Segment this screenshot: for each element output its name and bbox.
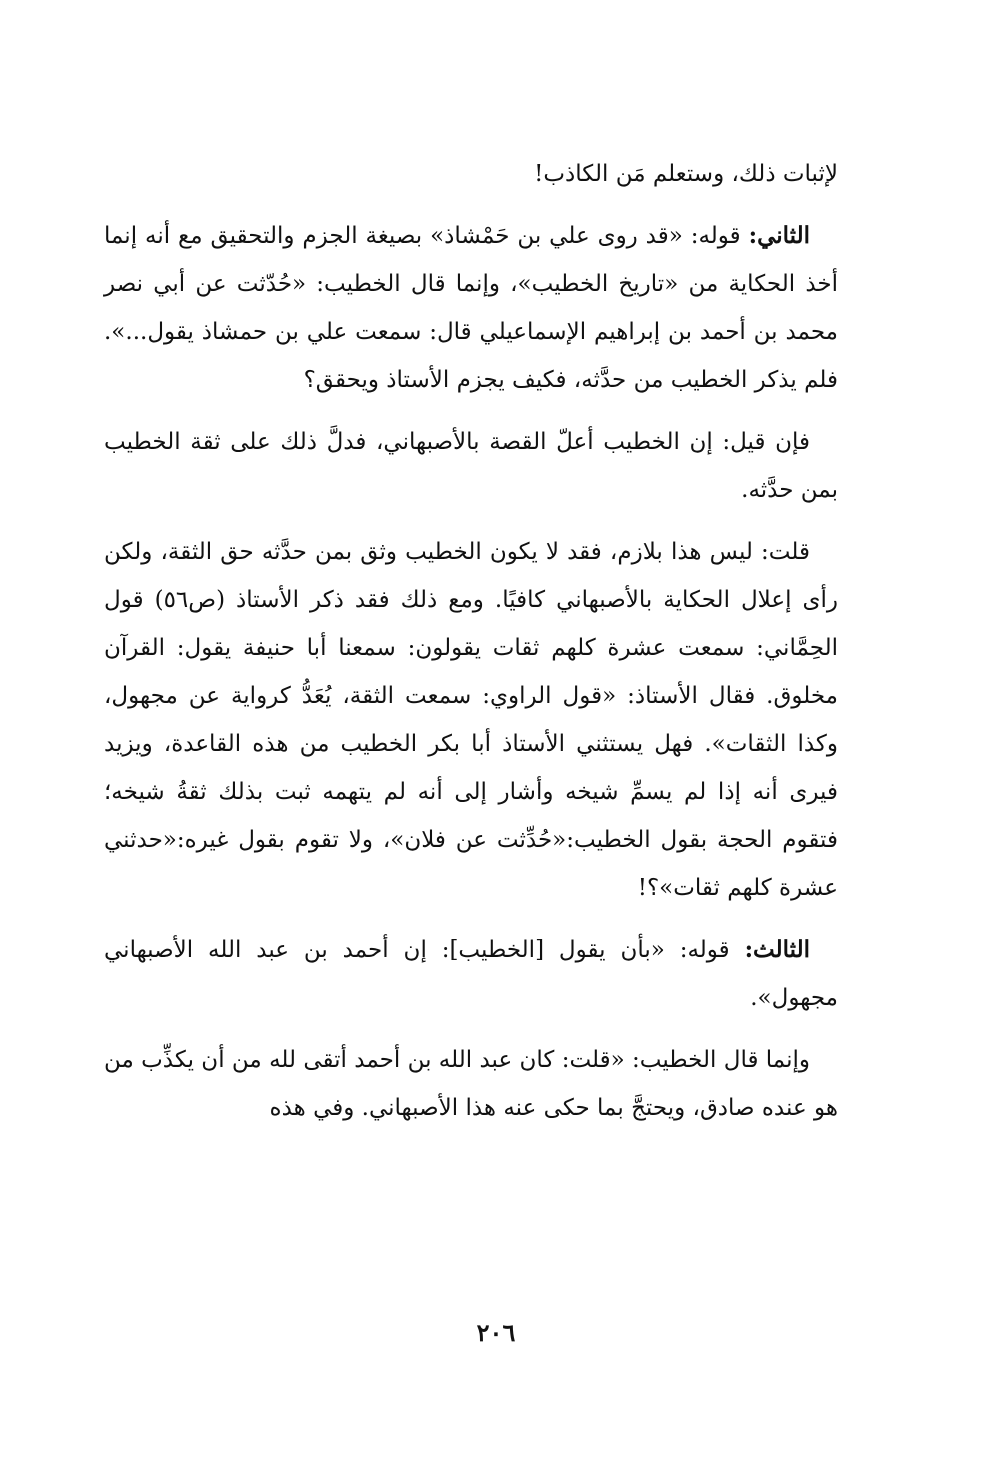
paragraph-text: قوله: «بأن يقول [الخطيب]: إن أحمد بن عبد الله الأصبهاني مجهول». xyxy=(104,937,838,1011)
paragraph-lead: الثالث: xyxy=(744,936,810,963)
paragraph-second-point xyxy=(104,212,838,404)
paragraph-third-point xyxy=(104,926,838,1022)
paragraph-text: قوله: «قد روى علي بن حَمْشاذ» بصيغة الجزم والتحقيق مع أنه إنما أخذ الحكاية من «تاريخ الخطيب»، وإنما قال الخطيب: «حُدّثت عن أبي نصر محمد بن أحمد بن إبراهيم الإسماعيلي قال: سمعت علي بن حمشاذ يقول...». فلم يذكر الخطيب من حدَّثه، فكيف يجزم الأستاذ ويحقق؟ xyxy=(104,223,838,393)
paragraph-khatib-quote xyxy=(104,1036,838,1132)
paragraph-text: فإن قيل: إن الخطيب أعلّ القصة بالأصبهاني، فدلَّ ذلك على ثقة الخطيب بمن حدَّثه. xyxy=(104,429,838,503)
paragraph-text: وإنما قال الخطيب: «قلت: كان عبد الله بن أحمد أتقى لله من أن يكذِّب من هو عنده صادق، ويحتجَّ بما حكى عنه هذا الأصبهاني. وفي هذه xyxy=(104,1047,838,1121)
paragraph-lead: الثاني: xyxy=(748,222,810,249)
paragraph-text: لإثبات ذلك، وستعلم مَن الكاذب! xyxy=(534,161,838,187)
paragraph-reply xyxy=(104,528,838,912)
page-number: ٢٠٦ xyxy=(476,1318,516,1347)
paragraph-text: قلت: ليس هذا بلازم، فقد لا يكون الخطيب وثق بمن حدَّثه حق الثقة، ولكن رأى إعلال الحكاية بالأصبهاني كافيًا. ومع ذلك فقد ذكر الأستاذ (ص٥٦) قول الحِمَّاني: سمعت عشرة كلهم ثقات يقولون: سمعنا أبا حنيفة يقول: القرآن مخلوق. فقال الأستاذ: «قول الراوي: سمعت الثقة، يُعَدُّ كرواية عن مجهول، وكذا الثقات». فهل يستثني الأستاذ أبا بكر الخطيب من هذه القاعدة، ويزيد فيرى أنه إذا لم يسمِّ شيخه وأشار إلى أنه لم يتهمه ثبت بذلك ثقةُ شيخه؛ فتقوم الحجة بقول الخطيب:«حُدِّثت عن فلان»، ولا تقوم بقول غيره:«حدثني عشرة كلهم ثقات»؟! xyxy=(104,539,838,901)
paragraph-objection xyxy=(104,418,838,514)
page-body xyxy=(104,150,838,1146)
paragraph-continuation xyxy=(104,150,838,198)
